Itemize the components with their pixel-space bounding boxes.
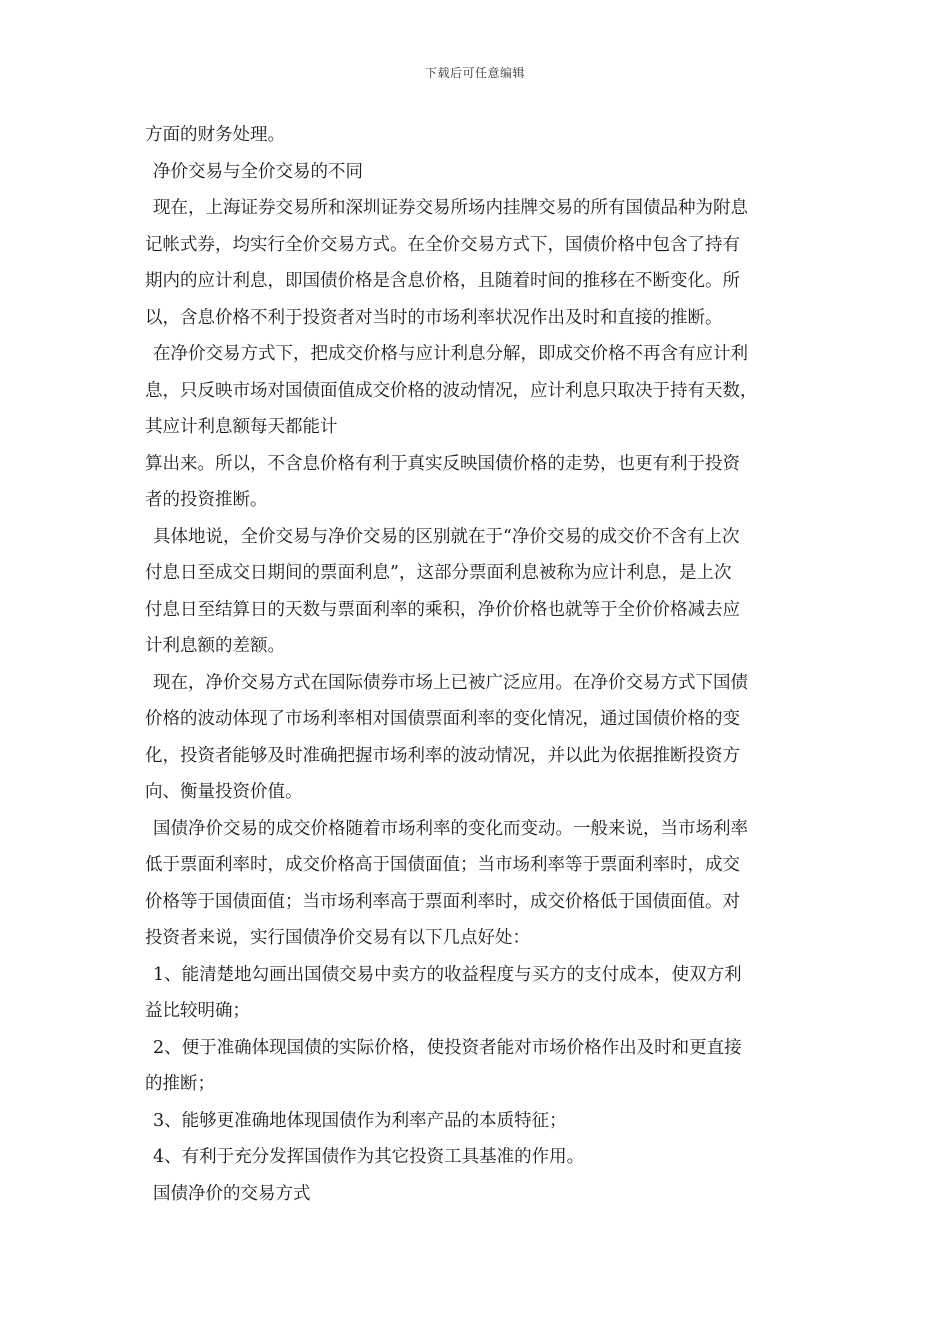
text-line: 2、便于准确体现国债的实际价格，使投资者能对市场价格作出及时和更直接: [153, 1037, 742, 1058]
text-line: 投资者来说，实行国债净价交易有以下几点好处：: [145, 928, 530, 948]
text-line: 价格的波动体现了市场利率相对国债票面利率的变化情况，通过国债价格的变: [145, 709, 740, 729]
text-line: 现在，净价交易方式在国际债券市场上已被广泛应用。在净价交易方式下国债: [153, 672, 748, 693]
text-line: 价格等于国债面值；当市场利率高于票面利率时，成交价格低于国债面值。对: [145, 891, 740, 912]
text-line: 益比较明确；: [145, 1001, 250, 1021]
text-line: 具体地说，全价交易与净价交易的区别就在于“净价交易的成交价不含有上次: [153, 526, 740, 547]
text-line: 方面的财务处理。: [145, 125, 285, 145]
text-line: 国债净价的交易方式: [153, 1183, 311, 1204]
text-line: 算出来。所以，不含息价格有利于真实反映国债价格的走势，也更有利于投资: [145, 453, 740, 474]
text-line: 4、有利于充分发挥国债作为其它投资工具基准的作用。: [153, 1147, 585, 1167]
text-line: 期内的应计利息，即国债价格是含息价格，且随着时间的推移在不断变化。所: [145, 271, 740, 291]
text-line: 的推断；: [145, 1074, 215, 1094]
text-line: 净价交易与全价交易的不同: [153, 161, 363, 182]
text-line: 以，含息价格不利于投资者对当时的市场利率状况作出及时和直接的推断。: [145, 307, 723, 328]
text-line: 记帐式券，均实行全价交易方式。在全价交易方式下，国债价格中包含了持有: [145, 234, 740, 255]
text-line: 化，投资者能够及时准确把握市场利率的波动情况，并以此为依据推断投资方: [145, 745, 740, 766]
page-header: 下载后可任意编辑: [424, 66, 525, 80]
text-line: 现在，上海证券交易所和深圳证券交易所场内挂牌交易的所有国债品种为附息: [153, 198, 748, 218]
text-line: 向、衡量投资价值。: [145, 782, 303, 802]
text-line: 付息日至结算日的天数与票面利率的乘积，净价价格也就等于全价价格减去应: [145, 599, 740, 620]
text-line: 1、能清楚地勾画出国债交易中卖方的收益程度与买方的支付成本，使双方利: [153, 964, 742, 985]
text-line: 息，只反映市场对国债面值成交价格的波动情况，应计利息只取决于持有天数，: [145, 380, 758, 401]
text-line: 低于票面利率时，成交价格高于国债面值；当市场利率等于票面利率时，成交: [145, 855, 740, 875]
text-line: 付息日至成交日期间的票面利息”，这部分票面利息被称为应计利息，是上次: [145, 563, 732, 583]
text-line: 3、能够更准确地体现国债作为利率产品的本质特征；: [153, 1110, 567, 1131]
text-line: 计利息额的差额。: [145, 636, 285, 656]
text-line: 其应计利息额每天都能计: [145, 417, 338, 437]
text-line: 者的投资推断。: [145, 490, 268, 510]
text-line: 国债净价交易的成交价格随着市场利率的变化而变动。一般来说，当市场利率: [153, 818, 748, 839]
text-line: 在净价交易方式下，把成交价格与应计利息分解，即成交价格不再含有应计利: [153, 344, 748, 364]
document-body: [145, 117, 817, 1212]
